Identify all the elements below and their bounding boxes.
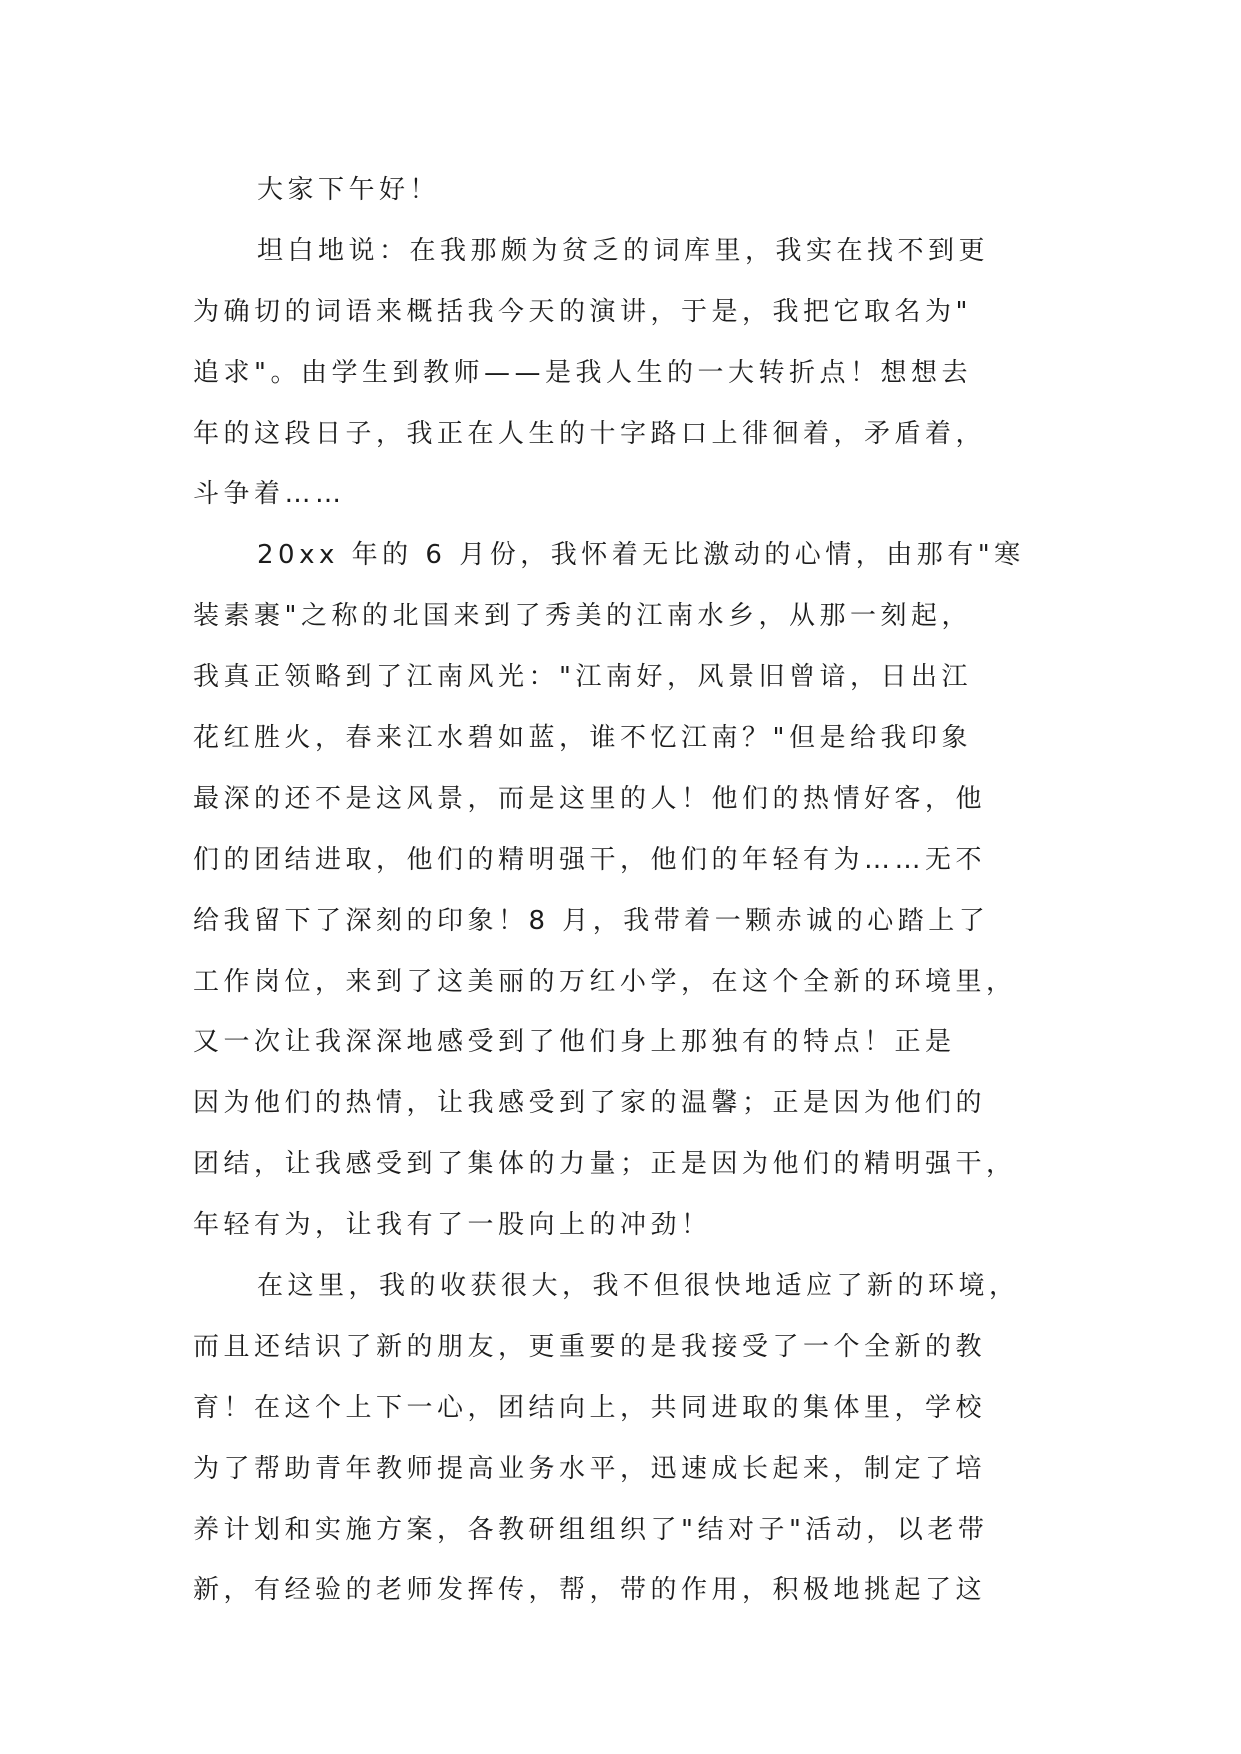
text-line: 养计划和实施方案，各教研组组织了"结对子"活动，以老带 — [193, 1514, 989, 1545]
text-line: 因为他们的热情，让我感受到了家的温馨；正是因为他们的 — [193, 1088, 987, 1119]
text-line: 花红胜火，春来江水碧如蓝，谁不忆江南？"但是给我印象 — [193, 723, 972, 754]
text-line: 新，有经验的老师发挥传，帮，带的作用，积极地挑起了这 — [193, 1575, 987, 1606]
text-line: 20xx 年的 6 月份，我怀着无比激动的心情，由那有"寒 — [257, 540, 1025, 571]
text-line: 团结，让我感受到了集体的力量；正是因为他们的精明强干， — [193, 1149, 1017, 1180]
text-line: 们的团结进取，他们的精明强干，他们的年轻有为……无不 — [193, 844, 987, 875]
text-line: 在这里，我的收获很大，我不但很快地适应了新的环境， — [257, 1271, 1020, 1302]
paragraph-greeting — [193, 160, 1073, 221]
text-line: 斗争着…… — [193, 479, 346, 510]
document-body — [193, 160, 1073, 1621]
paragraph-jiangnan — [193, 525, 1073, 1256]
text-line: 大家下午好！ — [257, 175, 441, 205]
text-line: 又一次让我深深地感受到了他们身上那独有的特点！正是 — [193, 1027, 956, 1058]
text-line: 装素裹"之称的北国来到了秀美的江南水乡，从那一刻起， — [193, 601, 972, 632]
text-line: 为确切的词语来概括我今天的演讲，于是，我把它取名为" — [193, 296, 972, 327]
text-line: 追求"。由学生到教师——是我人生的一大转折点！想想去 — [193, 357, 972, 388]
text-line: 工作岗位，来到了这美丽的万红小学，在这个全新的环境里， — [193, 966, 1017, 997]
paragraph-pursuit — [193, 221, 1073, 525]
text-line: 给我留下了深刻的印象！8 月，我带着一颗赤诚的心踏上了 — [193, 905, 990, 936]
text-line: 为了帮助青年教师提高业务水平，迅速成长起来，制定了培 — [193, 1453, 987, 1484]
text-line: 坦白地说：在我那颇为贫乏的词库里，我实在找不到更 — [257, 235, 990, 266]
text-line: 年的这段日子，我正在人生的十字路口上徘徊着，矛盾着， — [193, 418, 987, 449]
text-line: 年轻有为，让我有了一股向上的冲劲！ — [193, 1210, 712, 1241]
text-line: 我真正领略到了江南风光："江南好，风景旧曾谙，日出江 — [193, 662, 972, 693]
text-line: 而且还结识了新的朋友，更重要的是我接受了一个全新的教 — [193, 1331, 987, 1362]
paragraph-growth — [193, 1256, 1073, 1621]
text-line: 育！在这个上下一心，团结向上，共同进取的集体里，学校 — [193, 1392, 987, 1423]
text-line: 最深的还不是这风景，而是这里的人！他们的热情好客，他 — [193, 783, 987, 814]
